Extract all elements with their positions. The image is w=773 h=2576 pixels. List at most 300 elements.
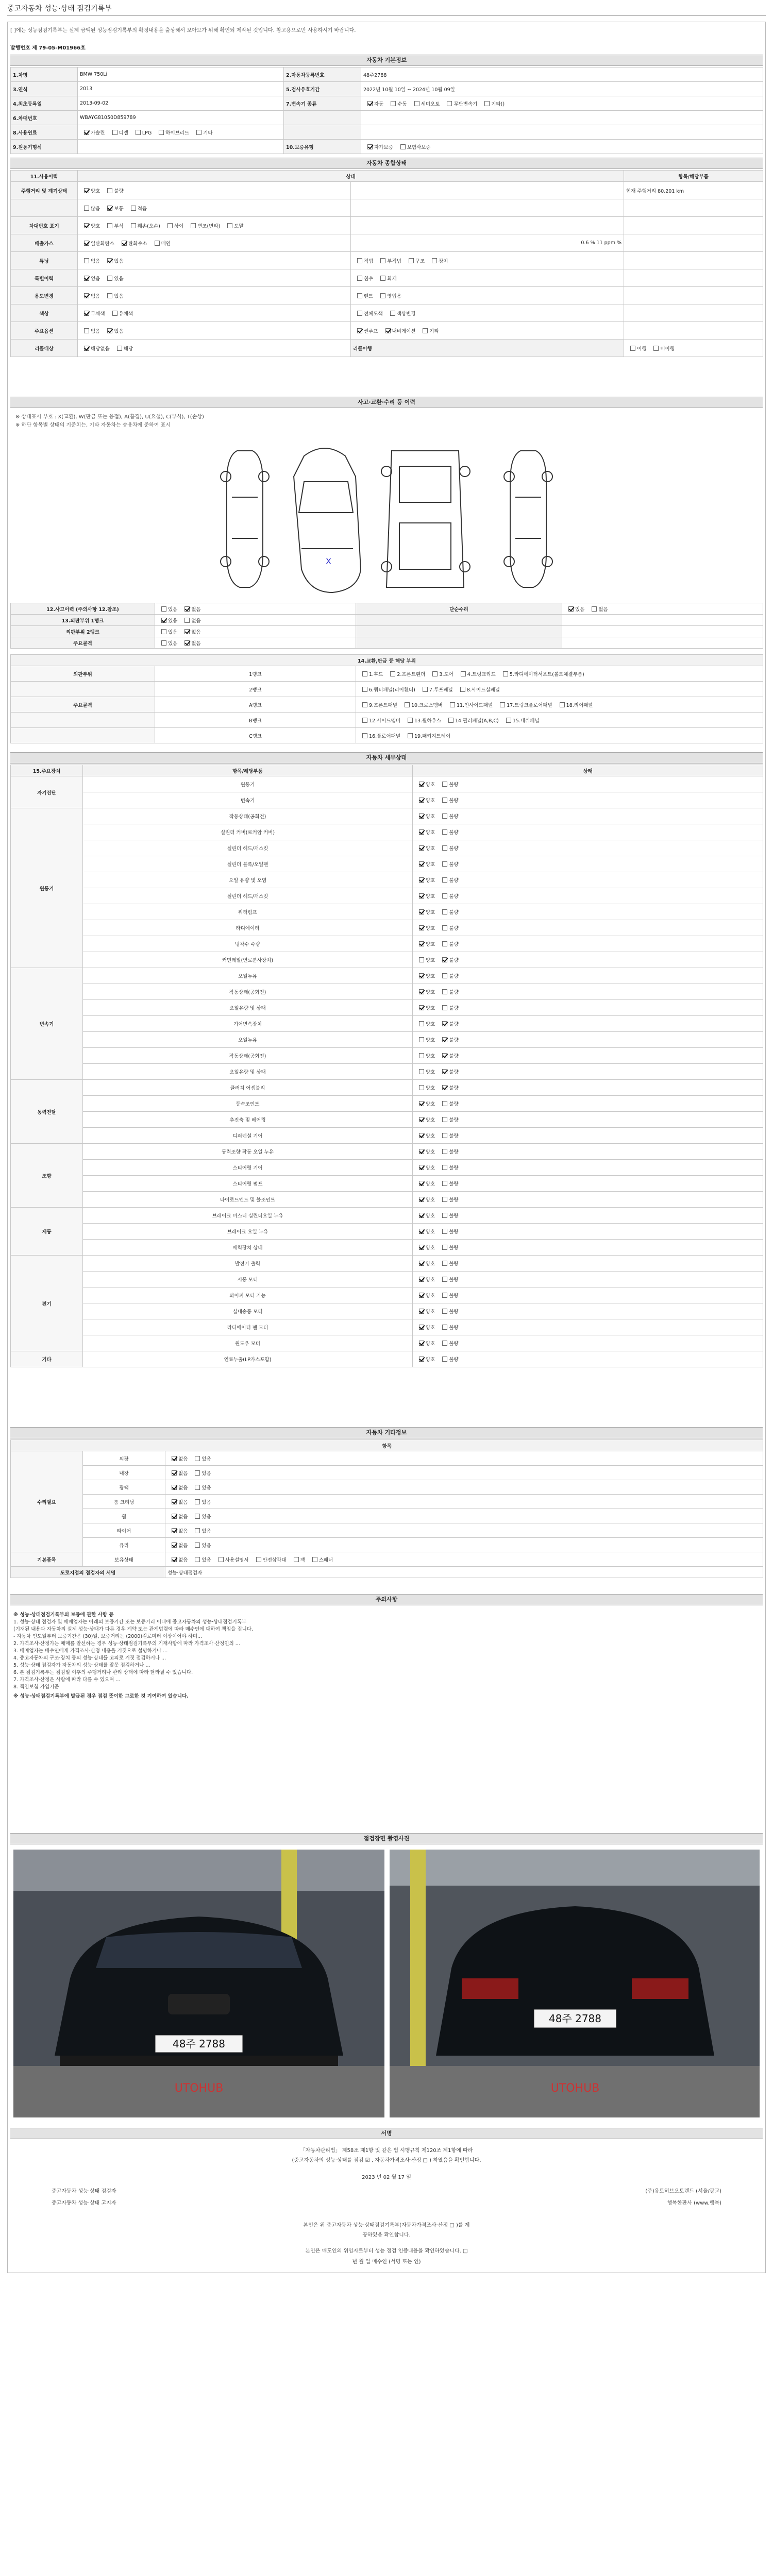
checkbox-empty-icon[interactable] [195, 1499, 200, 1504]
status-ok-option[interactable] [415, 1196, 435, 1203]
checkbox-checked-icon[interactable] [357, 328, 362, 333]
status-ok-option[interactable] [415, 860, 435, 868]
status-bad-option[interactable] [438, 1100, 458, 1107]
checkbox-empty-icon[interactable] [460, 687, 465, 692]
checkbox-empty-icon[interactable] [159, 130, 164, 135]
checkbox-empty-icon[interactable] [380, 293, 385, 298]
checkbox-empty-icon[interactable] [167, 223, 173, 228]
checkbox-checked-icon[interactable] [442, 1037, 447, 1042]
checkbox-empty-icon[interactable] [419, 1021, 424, 1026]
transmission-option[interactable] [443, 100, 477, 107]
overall-option[interactable] [223, 222, 243, 229]
checkbox-checked-icon[interactable] [84, 188, 89, 193]
checkbox-empty-icon[interactable] [432, 258, 437, 263]
checkbox-checked-icon[interactable] [419, 1133, 424, 1138]
checkbox-checked-icon[interactable] [419, 1005, 424, 1010]
checkbox-empty-icon[interactable] [630, 346, 635, 351]
checkbox-empty-icon[interactable] [107, 276, 112, 281]
checkbox-empty-icon[interactable] [196, 130, 201, 135]
tool-option[interactable] [252, 1556, 287, 1563]
checkbox-empty-icon[interactable] [131, 206, 136, 211]
checkbox-empty-icon[interactable] [312, 1557, 317, 1562]
checkbox-checked-icon[interactable] [107, 258, 112, 263]
status-bad-option[interactable] [438, 1244, 458, 1251]
checkbox-checked-icon[interactable] [419, 782, 424, 787]
status-bad-option[interactable] [438, 988, 458, 995]
other-option[interactable] [167, 1556, 188, 1563]
checkbox-empty-icon[interactable] [227, 223, 232, 228]
accident-option[interactable] [157, 605, 177, 613]
checkbox-checked-icon[interactable] [419, 814, 424, 819]
checkbox-empty-icon[interactable] [408, 733, 413, 738]
checkbox-empty-icon[interactable] [107, 223, 112, 228]
checkbox-empty-icon[interactable] [423, 687, 428, 692]
checkbox-empty-icon[interactable] [442, 909, 447, 914]
status-ok-option[interactable] [415, 796, 435, 804]
checkbox-checked-icon[interactable] [419, 877, 424, 883]
checkbox-checked-icon[interactable] [107, 206, 112, 211]
transmission-option[interactable] [410, 100, 440, 107]
checkbox-checked-icon[interactable] [419, 909, 424, 914]
checkbox-empty-icon[interactable] [117, 346, 122, 351]
status-bad-option[interactable] [438, 1196, 458, 1203]
checkbox-checked-icon[interactable] [419, 1117, 424, 1122]
checkbox-empty-icon[interactable] [391, 101, 396, 106]
other-option[interactable] [167, 1527, 188, 1534]
checkbox-empty-icon[interactable] [442, 1197, 447, 1202]
overall-option[interactable] [80, 292, 100, 299]
status-ok-option[interactable] [415, 988, 435, 995]
checkbox-checked-icon[interactable] [172, 1557, 177, 1562]
overall-option[interactable] [80, 345, 110, 352]
status-ok-option[interactable] [415, 1212, 435, 1219]
transmission-option[interactable] [480, 100, 505, 107]
transmission-option[interactable] [363, 100, 383, 107]
checkbox-checked-icon[interactable] [84, 293, 89, 298]
checkbox-empty-icon[interactable] [161, 629, 166, 634]
checkbox-checked-icon[interactable] [172, 1543, 177, 1548]
status-ok-option[interactable] [415, 972, 435, 979]
accident-option[interactable] [180, 617, 200, 624]
checkbox-empty-icon[interactable] [442, 893, 447, 899]
status-bad-option[interactable] [438, 924, 458, 931]
checkbox-empty-icon[interactable] [442, 829, 447, 835]
checkbox-checked-icon[interactable] [419, 989, 424, 994]
status-bad-option[interactable] [438, 1308, 458, 1315]
overall-option[interactable] [103, 275, 123, 282]
option-item[interactable] [381, 327, 416, 334]
checkbox-checked-icon[interactable] [419, 941, 424, 946]
status-ok-option[interactable] [415, 1164, 435, 1171]
checkbox-checked-icon[interactable] [419, 1309, 424, 1314]
overall-option[interactable] [150, 240, 171, 247]
status-bad-option[interactable] [438, 1036, 458, 1043]
checkbox-empty-icon[interactable] [161, 606, 166, 612]
color-option[interactable] [353, 310, 383, 317]
checkbox-checked-icon[interactable] [84, 276, 89, 281]
checkbox-checked-icon[interactable] [172, 1528, 177, 1533]
other-option[interactable] [191, 1498, 211, 1505]
status-ok-option[interactable] [415, 876, 435, 884]
checkbox-empty-icon[interactable] [442, 1005, 447, 1010]
checkbox-empty-icon[interactable] [357, 293, 362, 298]
checkbox-checked-icon[interactable] [442, 1069, 447, 1074]
checkbox-empty-icon[interactable] [390, 311, 395, 316]
overall-option[interactable] [103, 327, 123, 334]
checkbox-checked-icon[interactable] [419, 861, 424, 867]
checkbox-empty-icon[interactable] [136, 130, 141, 135]
status-ok-option[interactable] [415, 1148, 435, 1155]
checkbox-checked-icon[interactable] [184, 640, 190, 646]
special-option[interactable] [376, 275, 396, 282]
accident-option[interactable] [180, 628, 200, 635]
checkbox-checked-icon[interactable] [419, 1277, 424, 1282]
checkbox-empty-icon[interactable] [84, 258, 89, 263]
rank-part-option[interactable] [358, 670, 383, 677]
checkbox-empty-icon[interactable] [219, 1557, 224, 1562]
checkbox-checked-icon[interactable] [419, 1165, 424, 1170]
checkbox-empty-icon[interactable] [362, 718, 367, 723]
checkbox-checked-icon[interactable] [172, 1470, 177, 1476]
recall-option[interactable] [626, 345, 646, 352]
checkbox-empty-icon[interactable] [184, 618, 190, 623]
checkbox-empty-icon[interactable] [442, 925, 447, 930]
status-ok-option[interactable] [415, 1084, 435, 1091]
checkbox-checked-icon[interactable] [442, 1085, 447, 1090]
checkbox-empty-icon[interactable] [442, 1357, 447, 1362]
rank-part-option[interactable] [358, 686, 415, 693]
checkbox-empty-icon[interactable] [419, 1037, 424, 1042]
checkbox-empty-icon[interactable] [442, 814, 447, 819]
status-ok-option[interactable] [415, 844, 435, 852]
checkbox-empty-icon[interactable] [442, 1101, 447, 1106]
overall-option[interactable] [187, 222, 220, 229]
checkbox-empty-icon[interactable] [442, 1277, 447, 1282]
status-bad-option[interactable] [438, 1084, 458, 1091]
accident-option[interactable] [157, 617, 177, 624]
status-ok-option[interactable] [415, 1004, 435, 1011]
checkbox-empty-icon[interactable] [195, 1470, 200, 1476]
checkbox-empty-icon[interactable] [195, 1456, 200, 1461]
special-option[interactable] [353, 275, 373, 282]
tuning-option[interactable] [405, 257, 425, 264]
warranty-option[interactable] [396, 143, 431, 150]
accident-option[interactable] [157, 628, 177, 635]
checkbox-empty-icon[interactable] [357, 258, 362, 263]
status-bad-option[interactable] [438, 1228, 458, 1235]
usage-option[interactable] [376, 292, 401, 299]
overall-option[interactable] [103, 257, 123, 264]
checkbox-empty-icon[interactable] [419, 1069, 424, 1074]
rank-part-option[interactable] [499, 670, 584, 677]
tuning-option[interactable] [353, 257, 373, 264]
checkbox-empty-icon[interactable] [390, 671, 395, 676]
overall-option[interactable] [103, 187, 123, 194]
checkbox-empty-icon[interactable] [84, 206, 89, 211]
checkbox-empty-icon[interactable] [560, 702, 565, 707]
status-bad-option[interactable] [438, 860, 458, 868]
checkbox-checked-icon[interactable] [172, 1485, 177, 1490]
checkbox-empty-icon[interactable] [107, 188, 112, 193]
checkbox-empty-icon[interactable] [84, 328, 89, 333]
rank-part-option[interactable] [358, 717, 400, 724]
checkbox-empty-icon[interactable] [503, 671, 508, 676]
checkbox-empty-icon[interactable] [380, 276, 385, 281]
warranty-option[interactable] [363, 143, 393, 150]
overall-option[interactable] [163, 222, 183, 229]
overall-option[interactable] [80, 257, 100, 264]
status-bad-option[interactable] [438, 1340, 458, 1347]
checkbox-checked-icon[interactable] [419, 893, 424, 899]
checkbox-checked-icon[interactable] [419, 845, 424, 851]
status-bad-option[interactable] [438, 892, 458, 900]
checkbox-checked-icon[interactable] [172, 1514, 177, 1519]
overall-option[interactable] [103, 205, 123, 212]
status-ok-option[interactable] [415, 1132, 435, 1139]
checkbox-empty-icon[interactable] [362, 671, 367, 676]
status-ok-option[interactable] [415, 1292, 435, 1299]
rank-part-option[interactable] [446, 701, 493, 708]
rank-part-option[interactable] [418, 686, 453, 693]
status-bad-option[interactable] [438, 1276, 458, 1283]
rank-part-option[interactable] [444, 717, 499, 724]
checkbox-checked-icon[interactable] [385, 328, 391, 333]
checkbox-empty-icon[interactable] [362, 702, 367, 707]
other-option[interactable] [167, 1498, 188, 1505]
other-option[interactable] [167, 1469, 188, 1477]
checkbox-checked-icon[interactable] [122, 241, 127, 246]
fuel-option[interactable] [80, 129, 105, 136]
status-bad-option[interactable] [438, 1212, 458, 1219]
overall-option[interactable] [80, 275, 100, 282]
rank-part-option[interactable] [556, 701, 593, 708]
status-bad-option[interactable] [438, 1020, 458, 1027]
checkbox-checked-icon[interactable] [367, 144, 373, 149]
checkbox-empty-icon[interactable] [419, 1085, 424, 1090]
tool-option[interactable] [290, 1556, 305, 1563]
status-ok-option[interactable] [415, 1276, 435, 1283]
tool-option[interactable] [308, 1556, 333, 1563]
checkbox-empty-icon[interactable] [442, 1117, 447, 1122]
checkbox-checked-icon[interactable] [84, 241, 89, 246]
checkbox-checked-icon[interactable] [419, 1229, 424, 1234]
checkbox-empty-icon[interactable] [592, 606, 597, 612]
checkbox-checked-icon[interactable] [419, 1341, 424, 1346]
other-option[interactable] [167, 1541, 188, 1549]
checkbox-empty-icon[interactable] [442, 1181, 447, 1186]
status-bad-option[interactable] [438, 1004, 458, 1011]
checkbox-empty-icon[interactable] [414, 101, 419, 106]
other-option[interactable] [191, 1484, 211, 1491]
status-ok-option[interactable] [415, 812, 435, 820]
status-ok-option[interactable] [415, 781, 435, 788]
status-bad-option[interactable] [438, 876, 458, 884]
checkbox-checked-icon[interactable] [419, 1357, 424, 1362]
accident-option[interactable] [180, 605, 200, 613]
checkbox-empty-icon[interactable] [442, 1149, 447, 1154]
status-ok-option[interactable] [415, 1020, 435, 1027]
checkbox-empty-icon[interactable] [442, 845, 447, 851]
status-ok-option[interactable] [415, 940, 435, 947]
status-bad-option[interactable] [438, 828, 458, 836]
accident-option[interactable] [157, 639, 177, 647]
checkbox-empty-icon[interactable] [442, 877, 447, 883]
status-ok-option[interactable] [415, 1036, 435, 1043]
checkbox-empty-icon[interactable] [442, 861, 447, 867]
other-option[interactable] [191, 1513, 211, 1520]
overall-option[interactable] [103, 222, 123, 229]
checkbox-checked-icon[interactable] [367, 101, 373, 106]
rank-part-option[interactable] [358, 701, 397, 708]
overall-option[interactable] [80, 205, 100, 212]
option-item[interactable] [418, 327, 439, 334]
status-bad-option[interactable] [438, 1132, 458, 1139]
checkbox-empty-icon[interactable] [442, 1245, 447, 1250]
checkbox-empty-icon[interactable] [442, 798, 447, 803]
checkbox-checked-icon[interactable] [184, 629, 190, 634]
fuel-option[interactable] [108, 129, 128, 136]
status-ok-option[interactable] [415, 1180, 435, 1187]
checkbox-empty-icon[interactable] [442, 1309, 447, 1314]
status-bad-option[interactable] [438, 1164, 458, 1171]
checkbox-empty-icon[interactable] [294, 1557, 299, 1562]
checkbox-empty-icon[interactable] [442, 1341, 447, 1346]
checkbox-checked-icon[interactable] [568, 606, 574, 612]
rank-part-option[interactable] [404, 717, 441, 724]
overall-option[interactable] [103, 292, 123, 299]
checkbox-empty-icon[interactable] [447, 101, 452, 106]
overall-option[interactable] [108, 310, 133, 317]
status-bad-option[interactable] [438, 956, 458, 963]
status-ok-option[interactable] [415, 1355, 435, 1363]
status-ok-option[interactable] [415, 828, 435, 836]
checkbox-empty-icon[interactable] [357, 276, 362, 281]
tuning-option[interactable] [428, 257, 448, 264]
other-option[interactable] [167, 1513, 188, 1520]
other-option[interactable] [167, 1455, 188, 1462]
checkbox-checked-icon[interactable] [419, 1213, 424, 1218]
checkbox-empty-icon[interactable] [112, 130, 117, 135]
checkbox-checked-icon[interactable] [172, 1499, 177, 1504]
checkbox-empty-icon[interactable] [506, 718, 511, 723]
status-ok-option[interactable] [415, 924, 435, 931]
rank-part-option[interactable] [400, 701, 443, 708]
checkbox-empty-icon[interactable] [461, 671, 466, 676]
checkbox-empty-icon[interactable] [442, 989, 447, 994]
overall-option[interactable] [80, 187, 100, 194]
checkbox-empty-icon[interactable] [107, 293, 112, 298]
checkbox-empty-icon[interactable] [442, 941, 447, 946]
rank-part-option[interactable] [457, 670, 496, 677]
fuel-option[interactable] [155, 129, 189, 136]
status-ok-option[interactable] [415, 956, 435, 963]
status-bad-option[interactable] [438, 812, 458, 820]
checkbox-empty-icon[interactable] [256, 1557, 261, 1562]
checkbox-empty-icon[interactable] [195, 1543, 200, 1548]
status-ok-option[interactable] [415, 1244, 435, 1251]
checkbox-empty-icon[interactable] [357, 311, 362, 316]
checkbox-checked-icon[interactable] [419, 1101, 424, 1106]
checkbox-checked-icon[interactable] [84, 130, 89, 135]
checkbox-checked-icon[interactable] [161, 618, 166, 623]
usage-option[interactable] [353, 292, 373, 299]
status-ok-option[interactable] [415, 1100, 435, 1107]
checkbox-empty-icon[interactable] [195, 1557, 200, 1562]
checkbox-checked-icon[interactable] [419, 973, 424, 978]
status-ok-option[interactable] [415, 1324, 435, 1331]
checkbox-checked-icon[interactable] [442, 1053, 447, 1058]
checkbox-checked-icon[interactable] [84, 311, 89, 316]
checkbox-checked-icon[interactable] [84, 346, 89, 351]
checkbox-empty-icon[interactable] [405, 702, 410, 707]
checkbox-checked-icon[interactable] [419, 1261, 424, 1266]
checkbox-checked-icon[interactable] [419, 1245, 424, 1250]
checkbox-empty-icon[interactable] [400, 144, 406, 149]
recall-option[interactable] [649, 345, 675, 352]
status-ok-option[interactable] [415, 908, 435, 916]
checkbox-empty-icon[interactable] [442, 1261, 447, 1266]
rank-part-option[interactable] [386, 670, 425, 677]
status-bad-option[interactable] [438, 1116, 458, 1123]
status-bad-option[interactable] [438, 1180, 458, 1187]
status-bad-option[interactable] [438, 1324, 458, 1331]
fuel-option[interactable] [131, 130, 152, 136]
option-item[interactable] [353, 327, 378, 334]
checkbox-empty-icon[interactable] [191, 223, 196, 228]
checkbox-empty-icon[interactable] [112, 311, 117, 316]
checkbox-empty-icon[interactable] [195, 1485, 200, 1490]
checkbox-empty-icon[interactable] [362, 733, 367, 738]
checkbox-empty-icon[interactable] [442, 1133, 447, 1138]
checkbox-empty-icon[interactable] [442, 1229, 447, 1234]
overall-option[interactable] [127, 205, 147, 212]
checkbox-empty-icon[interactable] [442, 1325, 447, 1330]
status-ok-option[interactable] [415, 1340, 435, 1347]
transmission-option[interactable] [386, 100, 407, 107]
checkbox-checked-icon[interactable] [107, 328, 112, 333]
checkbox-empty-icon[interactable] [423, 328, 428, 333]
overall-option[interactable] [117, 240, 147, 247]
checkbox-empty-icon[interactable] [195, 1528, 200, 1533]
checkbox-empty-icon[interactable] [161, 640, 166, 646]
status-ok-option[interactable] [415, 892, 435, 900]
overall-option[interactable] [80, 327, 100, 334]
checkbox-checked-icon[interactable] [419, 925, 424, 930]
checkbox-empty-icon[interactable] [155, 241, 160, 246]
overall-option[interactable] [127, 222, 160, 229]
status-bad-option[interactable] [438, 1068, 458, 1075]
status-bad-option[interactable] [438, 908, 458, 916]
checkbox-checked-icon[interactable] [419, 1325, 424, 1330]
checkbox-empty-icon[interactable] [432, 671, 438, 676]
overall-option[interactable] [80, 310, 105, 317]
checkbox-empty-icon[interactable] [409, 258, 414, 263]
other-option[interactable] [191, 1541, 211, 1549]
checkbox-empty-icon[interactable] [131, 223, 136, 228]
checkbox-empty-icon[interactable] [450, 702, 455, 707]
rank-part-option[interactable] [358, 732, 400, 739]
checkbox-empty-icon[interactable] [442, 1293, 447, 1298]
fuel-option[interactable] [192, 129, 212, 136]
checkbox-checked-icon[interactable] [419, 1293, 424, 1298]
status-bad-option[interactable] [438, 1148, 458, 1155]
checkbox-checked-icon[interactable] [419, 1197, 424, 1202]
checkbox-empty-icon[interactable] [362, 687, 367, 692]
accident-option[interactable] [180, 639, 200, 647]
rank-part-option[interactable] [456, 686, 500, 693]
status-bad-option[interactable] [438, 1292, 458, 1299]
checkbox-checked-icon[interactable] [442, 957, 447, 962]
